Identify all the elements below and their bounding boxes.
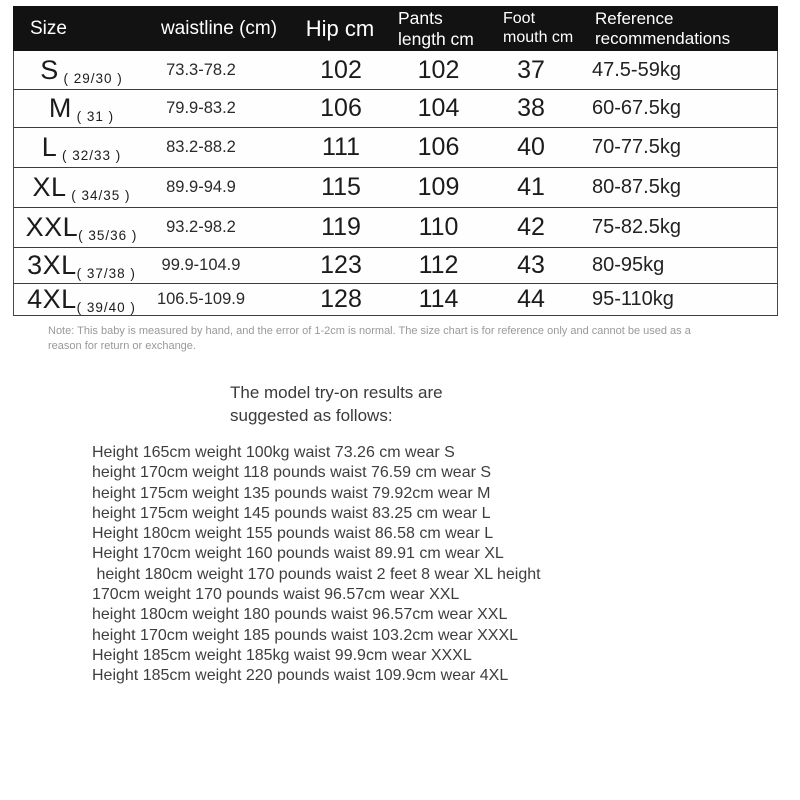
pants-length-value: 109 xyxy=(417,173,460,201)
tryon-result-line: Height 185cm weight 185kg waist 99.9cm wear XXXL xyxy=(92,646,472,664)
waistline-value: 73.3-78.2 xyxy=(166,60,236,79)
waistline-value: 79.9-83.2 xyxy=(166,99,236,117)
pants-length-value: 114 xyxy=(418,285,459,313)
reference-value: 95-110kg xyxy=(592,288,674,310)
foot-mouth-value: 44 xyxy=(517,285,545,313)
hip-value: 115 xyxy=(321,173,361,201)
foot-mouth-value: 41 xyxy=(517,173,545,201)
hip-value: 119 xyxy=(321,213,361,241)
column-header-pants-length: Pants length cm xyxy=(398,8,474,49)
column-header-foot-mouth: Foot mouth cm xyxy=(503,10,574,46)
size-cell xyxy=(14,284,149,315)
waistline-value: 89.9-94.9 xyxy=(166,178,236,196)
size-range-note: ( 29/30 ) xyxy=(58,70,123,86)
column-header-hip: Hip cm xyxy=(305,15,375,41)
size-range-note: ( 32/33 ) xyxy=(57,148,122,163)
tryon-result-line: Height 165cm weight 100kg waist 73.26 cm wear S xyxy=(92,444,455,461)
size-label: M xyxy=(48,93,72,123)
tryon-heading xyxy=(230,382,443,427)
size-cell xyxy=(14,132,149,163)
waistline-value: 106.5-109.9 xyxy=(156,290,246,308)
tryon-results-list xyxy=(92,443,541,687)
tryon-result-line: height 175cm weight 135 pounds waist 79.92cm wear M xyxy=(92,484,491,502)
size-cell xyxy=(14,212,149,243)
tryon-result-line: Height 170cm weight 160 pounds waist 89.91 cm wear XL xyxy=(92,545,504,563)
tryon-result-line: 170cm weight 170 pounds waist 96.57cm wear XXL xyxy=(92,586,460,604)
size-cell xyxy=(14,172,149,203)
size-cell xyxy=(14,93,149,124)
hip-value: 102 xyxy=(320,55,362,84)
tryon-result-line: Height 180cm weight 155 pounds waist 86.58 cm wear L xyxy=(92,525,494,543)
hip-value: 106 xyxy=(320,94,362,122)
table-row-3xl xyxy=(13,248,778,284)
size-chart-table xyxy=(13,6,778,316)
hip-value: 123 xyxy=(320,251,362,279)
size-cell xyxy=(14,55,149,86)
size-label: L xyxy=(41,132,58,162)
size-range-note: ( 31 ) xyxy=(71,109,115,124)
foot-mouth-value: 43 xyxy=(517,251,545,279)
column-header-waistline: waistline (cm) xyxy=(160,17,278,39)
reference-value: 80-87.5kg xyxy=(592,176,681,198)
waistline-value: 83.2-88.2 xyxy=(166,138,236,156)
tryon-result-line: Height 185cm weight 220 pounds waist 109.9cm wear 4XL xyxy=(92,667,509,685)
tryon-heading-line1: The model try-on results are xyxy=(230,383,443,402)
tryon-result-line: height 180cm weight 180 pounds waist 96.57cm wear XXL xyxy=(92,606,508,624)
size-label: S xyxy=(40,54,59,85)
table-row-s xyxy=(13,51,778,90)
foot-mouth-value: 40 xyxy=(517,133,545,161)
column-header-size: Size xyxy=(30,17,67,39)
size-range-note: ( 34/35 ) xyxy=(66,188,131,203)
table-row-4xl xyxy=(13,284,778,316)
hip-value: 128 xyxy=(320,285,362,313)
table-row-l xyxy=(13,128,778,168)
size-label: XL xyxy=(32,172,67,202)
size-label: XXL xyxy=(25,212,79,242)
measurement-note xyxy=(48,324,748,354)
reference-value: 70-77.5kg xyxy=(592,136,681,158)
hip-value: 111 xyxy=(321,133,360,161)
reference-value: 47.5-59kg xyxy=(592,58,681,81)
pants-length-value: 112 xyxy=(418,251,459,279)
reference-value: 60-67.5kg xyxy=(592,97,681,119)
table-header-row xyxy=(13,6,778,51)
foot-mouth-value: 37 xyxy=(517,55,545,84)
tryon-heading-line2: suggested as follows: xyxy=(230,405,393,425)
pants-length-value: 106 xyxy=(417,133,460,161)
pants-length-value: 102 xyxy=(417,55,460,84)
table-row-xxl xyxy=(13,208,778,248)
size-label: 3XL xyxy=(27,250,77,280)
size-cell xyxy=(14,250,149,281)
size-range-note: ( 35/36 ) xyxy=(78,228,138,243)
measurement-note-line2: reason for return or exchange. xyxy=(48,340,196,352)
waistline-value: 99.9-104.9 xyxy=(161,256,241,274)
tryon-result-line: height 170cm weight 185 pounds waist 103.2cm wear XXXL xyxy=(92,626,519,644)
reference-value: 80-95kg xyxy=(592,254,665,276)
tryon-result-line: height 175cm weight 145 pounds waist 83.25 cm wear L xyxy=(92,504,491,522)
size-range-note: ( 37/38 ) xyxy=(76,266,136,281)
size-label: 4XL xyxy=(27,284,77,314)
table-row-m xyxy=(13,90,778,128)
foot-mouth-value: 42 xyxy=(517,213,545,241)
tryon-result-line: height 180cm weight 170 pounds waist 2 feet 8 wear XL height xyxy=(92,565,541,583)
pants-length-value: 110 xyxy=(418,213,459,241)
size-range-note: ( 39/40 ) xyxy=(76,300,136,315)
reference-value: 75-82.5kg xyxy=(592,216,681,238)
foot-mouth-value: 38 xyxy=(517,94,545,122)
table-row-xl xyxy=(13,168,778,208)
waistline-value: 93.2-98.2 xyxy=(166,218,236,236)
tryon-result-line: height 170cm weight 118 pounds waist 76.59 cm wear S xyxy=(92,464,492,482)
column-header-reference: Reference recommendations xyxy=(595,8,731,48)
pants-length-value: 104 xyxy=(417,94,460,122)
measurement-note-line1: Note: This baby is measured by hand, and the error of 1-2cm is normal. The size chart is for reference only and cannot be used as a xyxy=(48,325,691,337)
